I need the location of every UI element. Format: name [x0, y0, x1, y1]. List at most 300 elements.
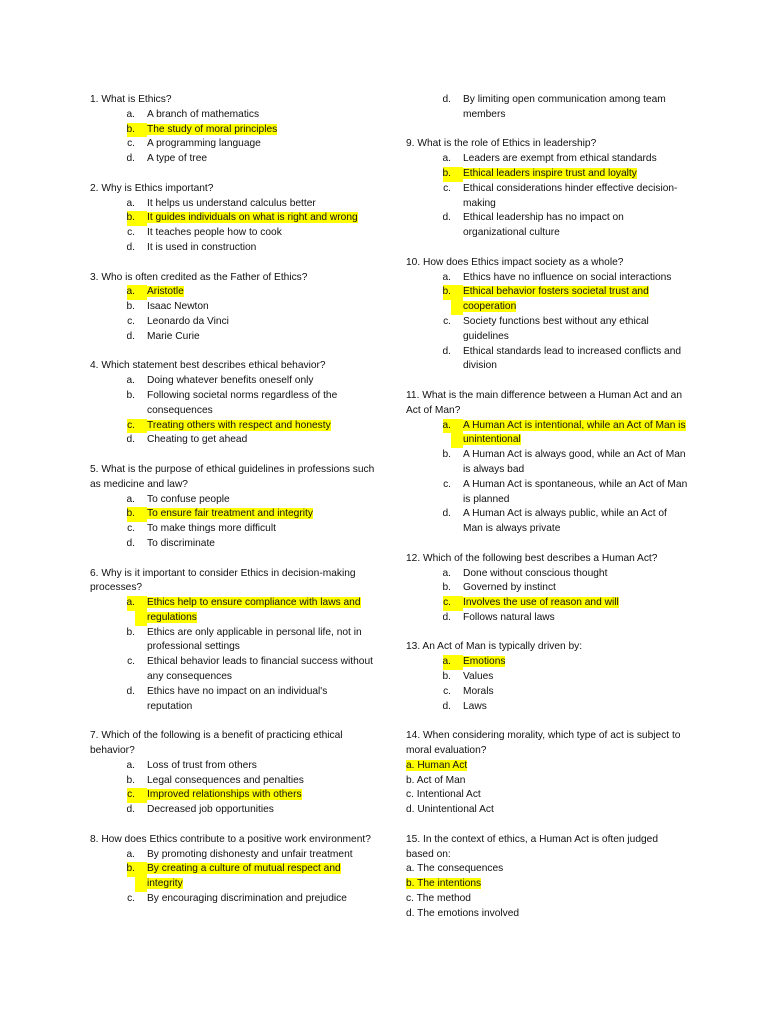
- correct-option: [406, 419, 688, 449]
- option-gap: [451, 700, 463, 715]
- correct-option: [90, 285, 375, 300]
- option-text-wrap: [463, 611, 688, 626]
- option-text: A Human Act is intentional, while an Act of Man is unintentional: [463, 419, 686, 446]
- option-gap: [451, 507, 463, 537]
- option-text: Follows natural laws: [463, 611, 555, 623]
- option-letter: [90, 389, 135, 419]
- option-text-wrap: [147, 788, 375, 803]
- option-text-wrap: [147, 241, 375, 256]
- option: [90, 433, 375, 448]
- option-text: To make things more difficult: [147, 523, 276, 535]
- option: [90, 137, 375, 152]
- option-letter: [90, 285, 135, 300]
- option: [406, 670, 688, 685]
- option-letter-text: b.: [126, 389, 135, 401]
- option-letter-text: c.: [127, 315, 135, 327]
- option-gap: [451, 655, 463, 670]
- option-text-wrap: [463, 448, 688, 478]
- option-text-wrap: [463, 655, 688, 670]
- option-text: To ensure fair treatment and integrity: [147, 508, 313, 520]
- question-text: 9. What is the role of Ethics in leadership?: [406, 138, 597, 150]
- option-letter: [90, 759, 135, 774]
- question-text: 12. Which of the following best describes a Human Act?: [406, 552, 658, 564]
- option-letter-text: c.: [127, 138, 135, 150]
- option-letter: [90, 226, 135, 241]
- option-text: Treating others with respect and honesty: [147, 419, 331, 431]
- option-letter: [90, 419, 135, 434]
- option-gap: [135, 522, 147, 537]
- option-gap: [451, 345, 463, 375]
- option-text-wrap: [147, 211, 375, 226]
- options-list: [90, 759, 375, 818]
- option-text-wrap: [463, 152, 688, 167]
- question-text: 14. When considering morality, which type of act is subject to moral evaluation?: [406, 730, 681, 757]
- option-text: Laws: [463, 700, 487, 712]
- option-letter-text: a.: [443, 419, 452, 434]
- option: [406, 182, 688, 212]
- question-block: [406, 729, 688, 818]
- option-letter-text: b.: [126, 774, 135, 786]
- option-text-wrap: [147, 596, 375, 626]
- option-text: It helps us understand calculus better: [147, 197, 316, 209]
- option-letter: [90, 211, 135, 226]
- options-list: [406, 152, 688, 241]
- option: [406, 611, 688, 626]
- option-letter-text: c.: [443, 596, 451, 611]
- option-text: d. The emotions involved: [406, 907, 520, 919]
- question-block: [90, 463, 375, 552]
- option-letter: [90, 596, 135, 626]
- option-letter-text: d.: [442, 94, 451, 105]
- option-text-wrap: [147, 315, 375, 330]
- option-letter-text: a.: [126, 108, 135, 120]
- option-gap: [135, 848, 147, 863]
- option-text-wrap: [463, 478, 688, 508]
- option-text-wrap: [463, 567, 688, 582]
- option-letter-text: c.: [127, 523, 135, 535]
- option-letter-text: c.: [127, 788, 135, 803]
- option-text-wrap: [147, 493, 375, 508]
- option-text: d. Unintentional Act: [406, 804, 494, 816]
- option-letter: [90, 123, 135, 138]
- option-text: It guides individuals on what is right and wrong: [147, 212, 358, 224]
- option-text: Cheating to get ahead: [147, 434, 248, 446]
- question-block: [90, 833, 375, 907]
- option-text: Emotions: [463, 656, 506, 668]
- option-text-wrap: [463, 182, 688, 212]
- option-text-wrap: [147, 330, 375, 345]
- question-block: [406, 833, 688, 922]
- option-letter: [90, 241, 135, 256]
- option-text: Ethical considerations hinder effective decision-making: [463, 182, 678, 209]
- options-list: [90, 285, 375, 344]
- option-letter-text: a.: [443, 655, 452, 670]
- option-letter: [90, 774, 135, 789]
- option-text-wrap: [463, 315, 688, 345]
- option-gap: [135, 226, 147, 241]
- option-text: Marie Curie: [147, 330, 200, 342]
- option-text-wrap: [147, 137, 375, 152]
- option: [406, 907, 688, 922]
- option: [90, 803, 375, 818]
- correct-option: [90, 419, 375, 434]
- option-gap: [451, 670, 463, 685]
- option-text-wrap: [147, 152, 375, 167]
- question-text: 13. An Act of Man is typically driven by:: [406, 641, 583, 653]
- options-list: [406, 862, 688, 921]
- option: [90, 152, 375, 167]
- question-block: [90, 182, 375, 256]
- option-letter-text: d.: [442, 700, 451, 712]
- correct-option: [406, 285, 688, 315]
- option: [90, 493, 375, 508]
- option-text: Ethical standards lead to increased conflicts and division: [463, 345, 682, 372]
- option-text: A Human Act is always good, while an Act of Man is always bad: [463, 449, 686, 475]
- option-text: Governed by instinct: [463, 582, 556, 594]
- correct-option: [406, 167, 688, 182]
- option-text-wrap: [463, 345, 688, 375]
- option-gap: [135, 123, 147, 138]
- option-text-wrap: [463, 167, 688, 182]
- option-text: Loss of trust from others: [147, 759, 257, 771]
- option-gap: [135, 803, 147, 818]
- option-letter: [406, 581, 451, 596]
- option-letter: [406, 567, 451, 582]
- option-gap: [135, 685, 147, 715]
- option-text: By encouraging discrimination and prejudice: [147, 893, 347, 905]
- question-text: 11. What is the main difference between a Human Act and an Act of Man?: [406, 389, 682, 416]
- option-text-wrap: [147, 285, 375, 300]
- question-text: 10. How does Ethics impact society as a whole?: [406, 256, 624, 268]
- option: [406, 862, 688, 877]
- option-text: Values: [463, 671, 494, 683]
- option-letter-text: d.: [126, 330, 135, 342]
- option: [90, 389, 375, 419]
- option-letter: [406, 685, 451, 700]
- options-list: [406, 567, 688, 626]
- option-text-wrap: [147, 774, 375, 789]
- option: [406, 315, 688, 345]
- option-letter: [90, 862, 135, 892]
- option-gap: [451, 685, 463, 700]
- options-list: [406, 271, 688, 375]
- option-gap: [135, 862, 147, 892]
- option-gap: [135, 493, 147, 508]
- option-text: Leonardo da Vinci: [147, 315, 229, 327]
- option-text: a. Human Act: [406, 759, 468, 771]
- option-letter-text: d.: [126, 434, 135, 446]
- option-letter: [90, 803, 135, 818]
- option-gap: [135, 211, 147, 226]
- option-text: Done without conscious thought: [463, 567, 608, 579]
- option: [406, 345, 688, 375]
- option-text: c. Intentional Act: [406, 789, 481, 801]
- option: [406, 211, 688, 241]
- correct-option: [406, 596, 688, 611]
- option-text-wrap: [147, 123, 375, 138]
- option-text: b. The intentions: [406, 878, 482, 890]
- question-block: [406, 640, 688, 714]
- option-gap: [451, 182, 463, 212]
- option-letter: [406, 611, 451, 626]
- option-text: Ethics have no influence on social interactions: [463, 271, 672, 283]
- option-gap: [451, 478, 463, 508]
- option: [90, 848, 375, 863]
- option-text-wrap: [147, 374, 375, 389]
- option-text: By creating a culture of mutual respect and integrity: [147, 863, 341, 890]
- option-text: A type of tree: [147, 153, 208, 165]
- option-letter-text: b.: [442, 582, 451, 594]
- option-letter-text: b.: [126, 626, 135, 638]
- option-letter: [90, 374, 135, 389]
- question-block: [406, 552, 688, 626]
- option-letter: [406, 448, 451, 478]
- option-letter-text: a.: [442, 567, 451, 579]
- question-block: [90, 729, 375, 818]
- option-text: A Human Act is always public, while an Act of Man is always private: [463, 508, 667, 535]
- option-gap: [451, 285, 463, 315]
- option-letter: [90, 626, 135, 656]
- question-text: 3. Who is often credited as the Father of Ethics?: [90, 271, 308, 283]
- option: [406, 271, 688, 286]
- option-text-wrap: [147, 537, 375, 552]
- option-gap: [135, 330, 147, 345]
- question-text: 15. In the context of ethics, a Human Act is often judged based on:: [406, 833, 659, 860]
- option-text: Ethical leaders inspire trust and loyalty: [463, 167, 637, 179]
- correct-option: [90, 596, 375, 626]
- options-list: [406, 93, 688, 123]
- option-letter: [90, 197, 135, 212]
- option-gap: [451, 596, 463, 611]
- option-gap: [451, 271, 463, 286]
- option-gap: [135, 788, 147, 803]
- option-letter-text: d.: [442, 611, 451, 623]
- option-text: Ethics are only applicable in personal life, not in professional settings: [147, 626, 362, 653]
- option-gap: [135, 537, 147, 552]
- option: [90, 892, 375, 907]
- option-letter: [90, 537, 135, 552]
- option-letter: [406, 271, 451, 286]
- option-letter: [90, 300, 135, 315]
- option-letter: [406, 419, 451, 449]
- option-letter: [90, 108, 135, 123]
- option-text-wrap: [463, 507, 688, 537]
- option: [90, 685, 375, 715]
- option-text-wrap: [147, 626, 375, 656]
- option-letter-text: b.: [127, 211, 136, 226]
- option-text-wrap: [147, 419, 375, 434]
- left-column: [90, 93, 375, 922]
- option-gap: [135, 774, 147, 789]
- option-text: Society functions best without any ethical guidelines: [463, 315, 649, 342]
- options-list: [90, 493, 375, 552]
- option-letter: [406, 670, 451, 685]
- option: [406, 685, 688, 700]
- option: [90, 655, 375, 685]
- option-letter: [406, 478, 451, 508]
- option-text: Morals: [463, 685, 494, 697]
- option: [90, 300, 375, 315]
- option-text: Following societal norms regardless of the consequences: [147, 389, 338, 416]
- correct-option: [90, 211, 375, 226]
- option-text-wrap: [147, 655, 375, 685]
- option: [406, 478, 688, 508]
- option-letter: [90, 522, 135, 537]
- option-gap: [451, 315, 463, 345]
- option-text: To confuse people: [147, 493, 230, 505]
- option-text-wrap: [463, 670, 688, 685]
- option-gap: [135, 892, 147, 907]
- option-letter-text: d.: [442, 508, 451, 520]
- option-letter: [90, 848, 135, 863]
- option-text: It is used in construction: [147, 241, 257, 253]
- option-letter: [406, 182, 451, 212]
- option-text: The study of moral principles: [147, 123, 278, 135]
- option-gap: [451, 93, 463, 123]
- option-letter-text: d.: [126, 685, 135, 697]
- option-text: Aristotle: [147, 286, 184, 298]
- option-text-wrap: [463, 271, 688, 286]
- option: [406, 700, 688, 715]
- options-list: [90, 596, 375, 714]
- option-gap: [135, 759, 147, 774]
- option-letter: [90, 685, 135, 715]
- option-letter-text: c.: [127, 893, 135, 905]
- question-block: [90, 359, 375, 448]
- option-text-wrap: [463, 419, 688, 449]
- option-letter: [90, 315, 135, 330]
- question-text: 1. What is Ethics?: [90, 94, 172, 105]
- option-gap: [135, 389, 147, 419]
- option-text: a. The consequences: [406, 863, 504, 875]
- option-letter: [406, 655, 451, 670]
- option-letter: [406, 596, 451, 611]
- option-gap: [135, 596, 147, 626]
- option-text-wrap: [463, 581, 688, 596]
- option-letter: [90, 137, 135, 152]
- option-text-wrap: [463, 685, 688, 700]
- option-letter: [406, 152, 451, 167]
- option-letter: [90, 655, 135, 685]
- question-block: [406, 389, 688, 537]
- option-text-wrap: [147, 803, 375, 818]
- option-text-wrap: [147, 108, 375, 123]
- option-gap: [135, 507, 147, 522]
- option-letter-text: c.: [443, 478, 451, 490]
- option-text: A branch of mathematics: [147, 108, 260, 120]
- option-letter-text: d.: [126, 153, 135, 165]
- correct-option: [90, 788, 375, 803]
- option-letter-text: d.: [126, 241, 135, 253]
- option-letter: [90, 493, 135, 508]
- correct-option: [406, 759, 688, 774]
- option: [90, 226, 375, 241]
- option-gap: [451, 581, 463, 596]
- option-letter: [406, 285, 451, 315]
- option-text-wrap: [463, 285, 688, 315]
- correct-option: [90, 123, 375, 138]
- option-text: Isaac Newton: [147, 301, 209, 313]
- options-list: [90, 848, 375, 907]
- question-block: [90, 93, 375, 167]
- option-text-wrap: [147, 759, 375, 774]
- option-text-wrap: [463, 211, 688, 241]
- options-list: [406, 419, 688, 537]
- option: [90, 374, 375, 389]
- option-text: Involves the use of reason and will: [463, 597, 619, 609]
- option-text-wrap: [147, 433, 375, 448]
- question-text: 7. Which of the following is a benefit of practicing ethical behavior?: [90, 730, 343, 757]
- correct-option: [90, 862, 375, 892]
- correct-option: [406, 877, 688, 892]
- option-letter-text: d.: [442, 212, 451, 224]
- option-letter: [406, 315, 451, 345]
- option-letter-text: a.: [126, 848, 135, 860]
- option-gap: [451, 567, 463, 582]
- option-letter-text: b.: [442, 671, 451, 683]
- option: [90, 330, 375, 345]
- option-letter: [406, 700, 451, 715]
- option-gap: [135, 419, 147, 434]
- options-list: [90, 197, 375, 256]
- option: [90, 241, 375, 256]
- option-text: Ethical behavior leads to financial success without any consequences: [147, 656, 373, 683]
- option-letter-text: b.: [442, 449, 451, 461]
- option-letter-text: a.: [127, 596, 136, 611]
- option-text: Decreased job opportunities: [147, 804, 274, 816]
- option-letter-text: b.: [127, 123, 136, 138]
- option-text-wrap: [147, 197, 375, 212]
- option: [90, 774, 375, 789]
- option: [90, 315, 375, 330]
- option-text-wrap: [147, 522, 375, 537]
- option-text-wrap: [147, 507, 375, 522]
- option-letter-text: c.: [443, 685, 451, 697]
- option-gap: [135, 197, 147, 212]
- option-text: A programming language: [147, 138, 261, 150]
- option-text: Doing whatever benefits oneself only: [147, 375, 314, 387]
- option-gap: [451, 448, 463, 478]
- option-gap: [135, 152, 147, 167]
- options-list: [406, 759, 688, 818]
- option-letter: [90, 330, 135, 345]
- option-text: Improved relationships with others: [147, 789, 302, 801]
- option: [90, 537, 375, 552]
- option: [406, 774, 688, 789]
- question-block: [406, 256, 688, 374]
- option-gap: [135, 626, 147, 656]
- option-gap: [135, 374, 147, 389]
- option-gap: [135, 655, 147, 685]
- option-gap: [451, 611, 463, 626]
- question-text: 4. Which statement best describes ethical behavior?: [90, 360, 326, 372]
- option: [406, 892, 688, 907]
- option-letter-text: c.: [443, 315, 451, 327]
- option-text-wrap: [463, 596, 688, 611]
- option-letter-text: d.: [126, 537, 135, 549]
- option: [90, 522, 375, 537]
- option-letter-text: b.: [443, 167, 452, 182]
- correct-option: [406, 655, 688, 670]
- option-letter-text: c.: [127, 227, 135, 239]
- option-letter-text: a.: [126, 197, 135, 209]
- option-letter-text: a.: [442, 153, 451, 165]
- option: [90, 108, 375, 123]
- option-letter: [90, 892, 135, 907]
- option-gap: [135, 300, 147, 315]
- option-letter-text: a.: [127, 285, 136, 300]
- option-letter: [406, 507, 451, 537]
